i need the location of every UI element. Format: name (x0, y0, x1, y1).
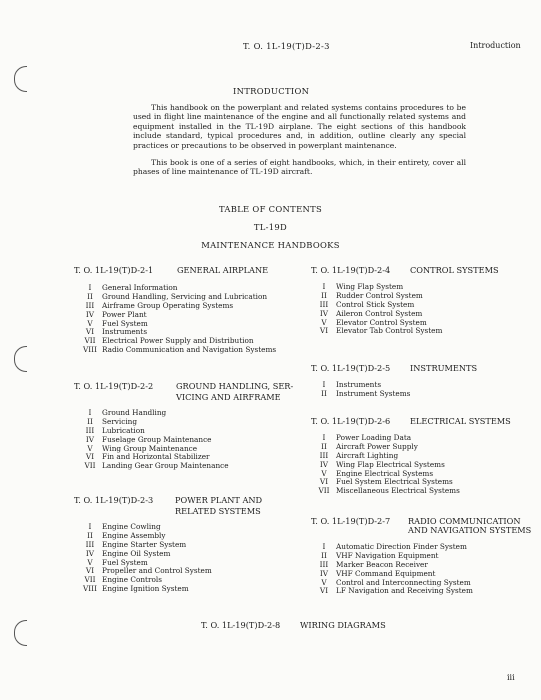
section-number: T. O. 1L-19(T)D-2-7 (311, 516, 391, 526)
introduction-paragraph-2: This book is one of a series of eight handbooks, which, in their entirety, cover all phases of line maintenance of TL-19D aircraft. (133, 158, 466, 177)
section-title-line-2: VICING AND AIRFRAME (176, 392, 281, 402)
binder-hole-middle (14, 346, 27, 372)
introduction-paragraph-1: This handbook on the powerplant and related systems contains procedures to be used in flight line maintenance of the engine and all functionally related systems and equipment installed in the TL-19D airplane. The eight sections of this handbook include standard, typical procedures and, in addition, outline clearly any special practices or precautions to be observed in powerplant maintenance. (133, 103, 466, 150)
toc-subtitle: MAINTENANCE HANDBOOKS (201, 240, 340, 250)
section-number: T. O. 1L-19(T)D-2-1 (74, 265, 154, 275)
binder-hole-top (14, 66, 27, 92)
section-title: WIRING DIAGRAMS (300, 620, 386, 630)
section-number: T. O. 1L-19(T)D-2-3 (74, 495, 154, 505)
header-section-label: Introduction (470, 41, 521, 50)
section-title-line-2: RELATED SYSTEMS (175, 506, 261, 516)
toc-title: TABLE OF CONTENTS (218, 204, 323, 214)
section-title: INSTRUMENTS (410, 363, 478, 373)
section-title-line-1: GROUND HANDLING, SER- (176, 381, 294, 391)
section-title-line-1: RADIO COMMUNICATION (408, 516, 521, 526)
header-to-number: T. O. 1L-19(T)D-2-3 (243, 41, 330, 51)
section-number: T. O. 1L-19(T)D-2-5 (311, 363, 391, 373)
section-number: T. O. 1L-19(T)D-2-8 (201, 620, 281, 630)
introduction-title: INTRODUCTION (233, 86, 310, 96)
page-number: iii (507, 673, 515, 682)
section-title: CONTROL SYSTEMS (410, 265, 499, 275)
section-number: T. O. 1L-19(T)D-2-2 (74, 381, 154, 391)
section-title: ELECTRICAL SYSTEMS (410, 416, 511, 426)
toc-model: TL-19D (253, 222, 288, 232)
section-title: GENERAL AIRPLANE (177, 265, 269, 275)
section-title-line-2: AND NAVIGATION SYSTEMS (408, 525, 532, 535)
section-title-line-1: POWER PLANT AND (175, 495, 263, 505)
section-number: T. O. 1L-19(T)D-2-6 (311, 416, 391, 426)
section-number: T. O. 1L-19(T)D-2-4 (311, 265, 391, 275)
binder-hole-bottom (14, 620, 27, 646)
